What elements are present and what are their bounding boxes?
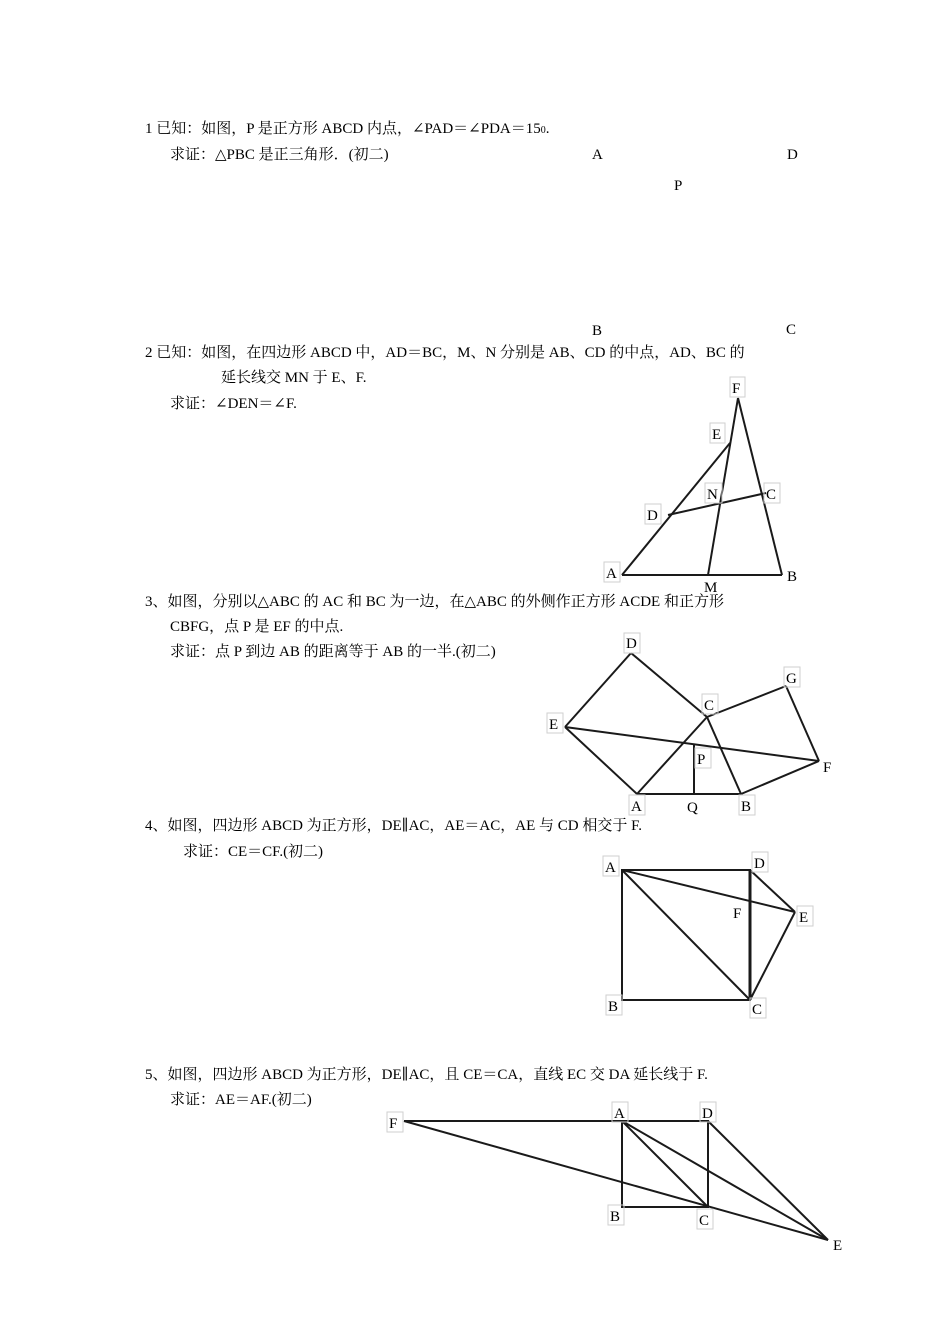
fig1-label-b: B [592, 323, 603, 339]
fig4-label-d: D [754, 856, 765, 872]
fig1-label-c: C [786, 322, 797, 338]
problem-2-statement: 2 已知：如图，在四边形 ABCD 中，AD＝BC，M、N 分别是 AB、CD 的中点，AD、BC 的 [145, 345, 745, 361]
figure-1 [592, 147, 798, 339]
fig3-segment-fb [741, 761, 819, 794]
fig3-segment-bc [707, 717, 741, 794]
problem-3-statement: 3、如图，分别以△ABC 的 AC 和 BC 为一边，在△ABC 的外侧作正方形 ACDE 和正方形 [145, 594, 724, 610]
fig2-label-b: B [787, 569, 798, 585]
problem-5-statement: 5、如图，四边形 ABCD 为正方形，DE∥AC，且 CE＝CA，直线 EC 交 DA 延长线于 F. [145, 1067, 708, 1083]
problem-1-prove: 求证：△PBC 是正三角形．(初二) [170, 147, 389, 163]
figure-5 [387, 1102, 842, 1254]
fig3-label-d: D [626, 636, 637, 652]
figure-3 [547, 633, 831, 816]
fig2-label-n: N [707, 487, 718, 503]
problem-1-text: 1 已知：如图，P 是正方形 ABCD 内点，∠PAD＝∠PDA＝15 [145, 121, 541, 137]
fig4-label-b: B [608, 999, 619, 1015]
fig5-label-f: F [389, 1116, 398, 1132]
fig5-label-d: D [702, 1106, 713, 1122]
fig3-label-q: Q [687, 800, 698, 816]
problem-4-prove: 求证：CE＝CF.(初二) [183, 844, 324, 860]
fig3-segment-cg [707, 686, 786, 717]
fig3-label-f: F [823, 760, 832, 776]
problem-3-statement-cont: CBFG，点 P 是 EF 的中点. [170, 619, 344, 635]
fig4-diagonal-ac [622, 870, 750, 1000]
degree-mark: 0 [540, 125, 546, 136]
fig3-label-a: A [631, 799, 642, 815]
fig2-segment-ae [622, 443, 730, 575]
fig2-label-c: C [766, 487, 777, 503]
fig5-label-c: C [699, 1213, 710, 1229]
fig2-label-m: M [704, 580, 718, 596]
fig3-label-g: G [786, 671, 797, 687]
problem-4-statement: 4、如图，四边形 ABCD 为正方形，DE∥AC，AE＝AC，AE 与 CD 相交于 F. [145, 818, 642, 834]
problem-2-statement-cont: 延长线交 MN 于 E、F. [221, 370, 367, 386]
fig2-label-e: E [712, 427, 722, 443]
fig4-segment-ae [622, 870, 795, 912]
fig2-label-d: D [647, 508, 658, 524]
fig1-label-d: D [787, 147, 798, 163]
fig4-label-f: F [733, 906, 742, 922]
fig3-segment-ea [565, 727, 637, 794]
fig3-label-b: B [741, 799, 752, 815]
fig3-label-e: E [549, 717, 559, 733]
problem-5-prove: 求证：AE＝AF.(初二) [170, 1092, 312, 1108]
fig3-label-p: P [697, 752, 706, 768]
fig3-segment-de [565, 653, 631, 727]
fig2-label-a: A [606, 566, 617, 582]
fig4-label-a: A [605, 860, 616, 876]
figure-4 [603, 852, 813, 1018]
fig2-label-f: F [732, 381, 741, 397]
fig5-label-e: E [833, 1238, 843, 1254]
fig1-label-a: A [592, 147, 603, 163]
problem-3-prove: 求证：点 P 到边 AB 的距离等于 AB 的一半.(初二) [170, 644, 496, 660]
fig4-label-e: E [799, 910, 809, 926]
period: . [545, 121, 550, 137]
fig3-segment-gf [786, 686, 819, 761]
fig4-segment-ec [750, 912, 795, 1000]
problem-2-prove: 求证：∠DEN＝∠F. [170, 396, 297, 412]
fig5-label-b: B [610, 1209, 621, 1225]
fig4-label-c: C [752, 1002, 763, 1018]
fig3-label-c: C [704, 698, 715, 714]
fig3-segment-cd [631, 653, 707, 717]
fig5-label-a: A [614, 1106, 625, 1122]
fig1-label-p: P [674, 178, 683, 194]
figure-2 [604, 377, 797, 596]
